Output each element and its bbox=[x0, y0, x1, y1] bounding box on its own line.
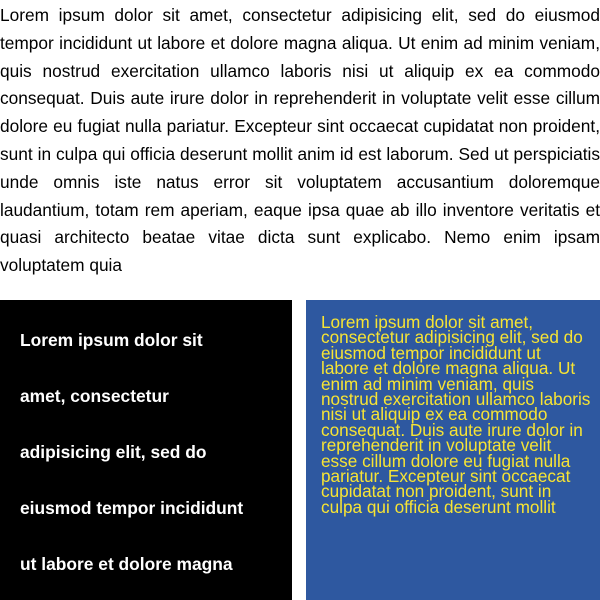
black-panel-line: amet, consectetur bbox=[20, 386, 169, 406]
black-text-panel bbox=[0, 300, 292, 600]
blue-text-panel bbox=[306, 300, 600, 600]
black-panel-line: eiusmod tempor incididunt bbox=[20, 498, 244, 518]
black-panel-line: Lorem ipsum dolor sit bbox=[20, 330, 203, 350]
blue-panel-paragraph: Lorem ipsum dolor sit amet, consectetur adipisicing elit, sed do eiusmod tempor incididunt ut labore et dolore magna aliqua. Ut enim ad minim veniam, quis nostrud exercitation ullamco laboris nisi ut aliquip ex ea commodo consequat. Duis aute irure dolor in reprehenderit in voluptate velit esse cillum dolore eu fugiat nulla pariatur. Excepteur sint occaecat cupidatat non proident, sunt in culpa qui officia deserunt mollit bbox=[321, 312, 591, 517]
body-paragraph: Lorem ipsum dolor sit amet, consectetur adipisicing elit, sed do eiusmod tempor incididunt ut labore et dolore magna aliqua. Ut enim ad minim veniam, quis nostrud exercitation ullamco laboris nisi ut aliquip ex ea commodo consequat. Duis aute irure dolor in reprehenderit in voluptate velit esse cillum dolore eu fugiat nulla pariatur. Excepteur sint occaecat cupidatat non proident, sunt in culpa qui officia deserunt mollit anim id est laborum. Sed ut perspiciatis unde omnis iste natus error sit voluptatem accusantium doloremque laudantium, totam rem aperiam, eaque ipsa quae ab illo inventore veritatis et quasi architecto beatae vitae dicta sunt explicabo. Nemo enim ipsam voluptatem quia bbox=[0, 5, 600, 276]
black-panel-line: adipisicing elit, sed do bbox=[20, 442, 207, 462]
black-panel-line: ut labore et dolore magna bbox=[20, 554, 233, 574]
